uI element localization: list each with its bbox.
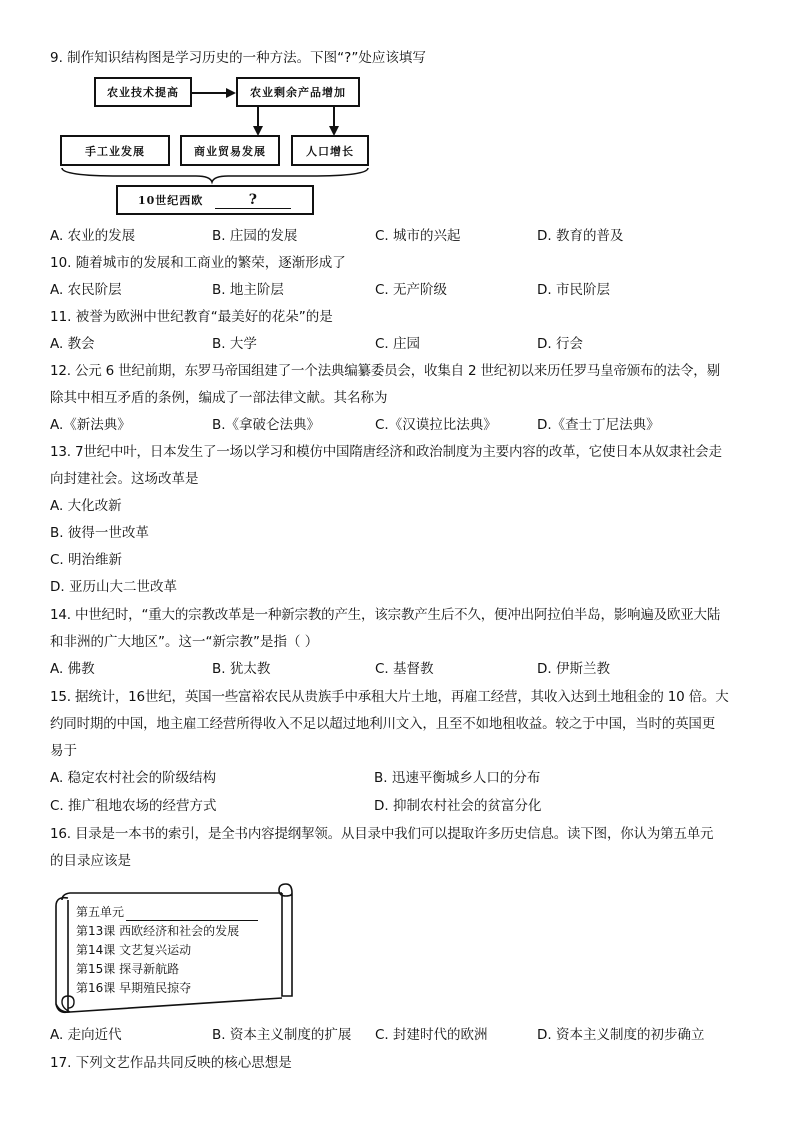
q12-stem-line1: 12. 公元 6 世纪前期，东罗马帝国组建了一个法典编纂委员会，收集自 2 世纪初以来历任罗马皇帝颁布的法令，剔 [50,363,720,379]
q17-stem: 17. 下列文艺作品共同反映的核心思想是 [50,1055,292,1071]
unit-title-blank [126,908,258,921]
scroll-lesson-14: 第14课 文艺复兴运动 [76,943,192,957]
q10-option-c[interactable]: C. 无产阶级 [375,282,448,298]
scroll-lesson-15: 第15课 探寻新航路 [76,962,180,976]
box-result [116,185,314,215]
q14-option-a[interactable]: A. 佛教 [50,661,95,677]
q9-option-c[interactable]: C. 城市的兴起 [375,228,461,244]
q11-option-a[interactable]: A. 教会 [50,336,95,352]
q15-option-b[interactable]: B. 迅速平衡城乡人口的分布 [374,770,541,786]
q13-option-c[interactable]: C. 明治维新 [50,552,123,568]
q10-option-d[interactable]: D. 市民阶层 [537,282,610,298]
q14-stem-line1: 14. 中世纪时，“重大的宗教改革是一种新宗教的产生，该宗教产生后不久，便冲出阿拉伯半岛，影响遍及欧亚大陆 [50,607,721,623]
q10-stem: 10. 随着城市的发展和工商业的繁荣，逐渐形成了 [50,255,346,271]
scroll-unit-row [76,903,258,921]
q16-stem-line1: 16. 目录是一本书的索引，是全书内容提纲挈领。从目录中我们可以提取许多历史信息。读下图，你认为第五单元 [50,826,714,842]
q9-option-b[interactable]: B. 庄园的发展 [212,228,298,244]
q15-stem-line3: 易于 [50,743,77,759]
box-population: 人口增长 [291,135,369,166]
q14-option-d[interactable]: D. 伊斯兰教 [537,661,610,677]
answer-blank [215,192,291,209]
q12-option-d[interactable]: D.《查士丁尼法典》 [537,417,660,433]
q9-option-d[interactable]: D. 教育的普及 [537,228,624,244]
q12-option-a[interactable]: A.《新法典》 [50,417,131,433]
q10-option-b[interactable]: B. 地主阶层 [212,282,284,298]
scroll-lesson-13: 第13课 西欧经济和社会的发展 [76,924,240,938]
q10-option-a[interactable]: A. 农民阶层 [50,282,122,298]
q11-option-b[interactable]: B. 大学 [212,336,257,352]
q15-stem-line1: 15. 据统计，16世纪，英国一些富裕农民从贵族手中承租大片土地，再雇工经营，其收入达到土地租金的 10 倍。大 [50,689,729,705]
q15-stem-line2: 约同时期的中国，地主雇工经营所得收入不足以超过地利川文入，且至不如地租收益。较之于中国，当时的英国更 [50,716,715,732]
question-mark: ? [248,191,258,208]
q15-option-a[interactable]: A. 稳定农村社会的阶级结构 [50,770,217,786]
q13-option-b[interactable]: B. 彼得一世改革 [50,525,149,541]
q16-option-a[interactable]: A. 走向近代 [50,1027,122,1043]
q12-option-b[interactable]: B.《拿破仑法典》 [212,417,321,433]
q13-stem-line2: 向封建社会。这场改革是 [50,471,199,487]
q14-stem-line2: 和非洲的广大地区”。这一“新宗教”是指（ ） [50,634,319,650]
box-commerce: 商业贸易发展 [180,135,280,166]
scroll-lesson-16: 第16课 早期殖民掠夺 [76,981,192,995]
q14-option-c[interactable]: C. 基督教 [375,661,434,677]
q16-option-b[interactable]: B. 资本主义制度的扩展 [212,1027,352,1043]
box-handicraft: 手工业发展 [60,135,170,166]
q9-option-a[interactable]: A. 农业的发展 [50,228,136,244]
q12-option-c[interactable]: C.《汉谟拉比法典》 [375,417,497,433]
box-agri-tech: 农业技术提高 [94,77,192,107]
q13-option-a[interactable]: A. 大化改新 [50,498,122,514]
box-agri-surplus: 农业剩余产品增加 [236,77,360,107]
q12-stem-line2: 除其中相互矛盾的条例，编成了一部法律文献。其名称为 [50,390,388,406]
q11-option-d[interactable]: D. 行会 [537,336,583,352]
q16-option-d[interactable]: D. 资本主义制度的初步确立 [537,1027,705,1043]
q11-stem: 11. 被誉为欧洲中世纪教育“最美好的花朵”的是 [50,309,333,325]
q15-option-d[interactable]: D. 抑制农村社会的贫富分化 [374,798,542,814]
q13-option-d[interactable]: D. 亚历山大二世改革 [50,579,177,595]
scroll-unit-label: 第五单元 [76,905,125,919]
q11-option-c[interactable]: C. 庄园 [375,336,421,352]
q16-option-c[interactable]: C. 封建时代的欧洲 [375,1027,488,1043]
q13-stem-line1: 13. 7世纪中叶，日本发生了一场以学习和模仿中国隋唐经济和政治制度为主要内容的改革，它使日本从奴隶社会走 [50,444,722,460]
q14-option-b[interactable]: B. 犹太教 [212,661,271,677]
q15-option-c[interactable]: C. 推广租地农场的经营方式 [50,798,217,814]
q9-stem: 9. 制作知识结构图是学习历史的一种方法。下图“?”处应该填写 [50,50,426,66]
q16-stem-line2: 的目录应该是 [50,853,131,869]
box-result-label: 10世纪西欧 [138,194,204,207]
